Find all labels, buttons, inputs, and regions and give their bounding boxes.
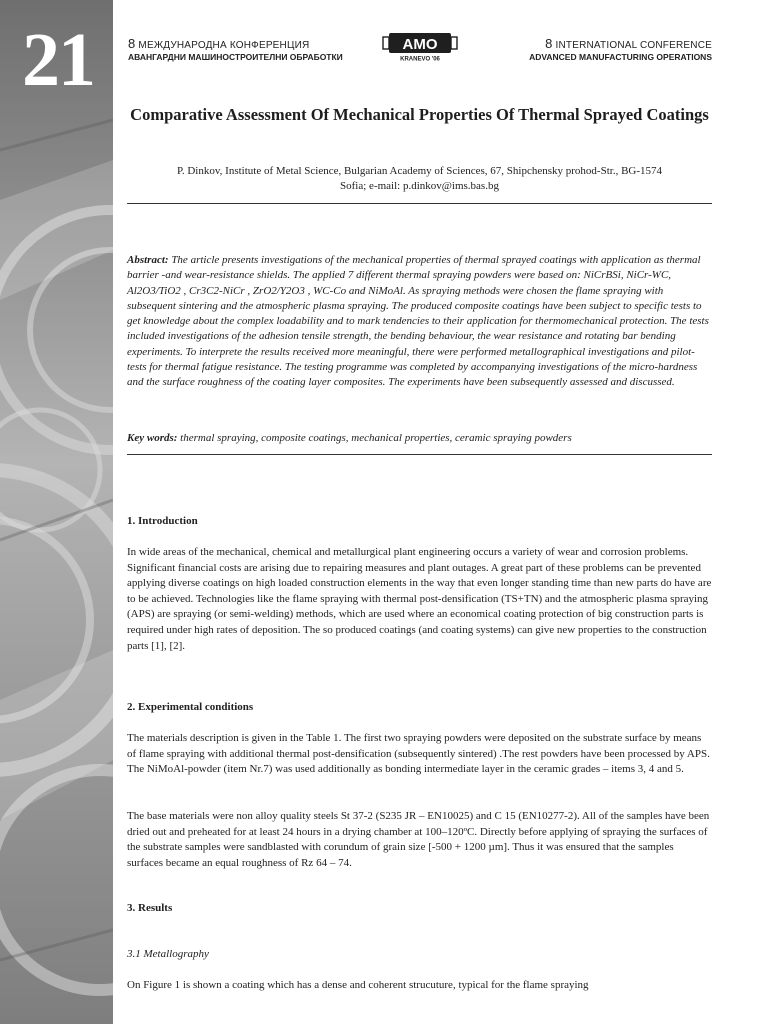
abstract-label: Abstract:: [127, 254, 169, 266]
gear-pattern-graphic: [0, 0, 113, 1024]
header-conference-bg: [128, 36, 343, 62]
conference-subtitle-en: ADVANCED MANUFACTURING OPERATIONS: [529, 52, 712, 62]
author-contact: Sofia; e-mail: p.dinkov@ims.bas.bg: [340, 180, 499, 192]
logo-text: АМО: [402, 36, 438, 53]
experimental-paragraph-2: The base materials were non alloy quality steels St 37-2 (S235 JR – EN10025) and C 15 (EN10277-2). All of the samples have been dried out and preheated for at least 24 hours in a drying chamber at 100–120ºC. Directly before applying of spraying the surfaces of the substrate samples were sandblasted with corundum of grain size [-500 + 1200 µm]. Thus it was ensured that the samples surfaces became an equal roughness of Rz 64 – 74.: [127, 810, 710, 869]
conference-number-bg: 8: [128, 36, 136, 51]
paper-title: Comparative Assessment Of Mechanical Properties Of Thermal Sprayed Coatings: [130, 105, 709, 124]
authors-block: [127, 164, 712, 194]
abstract-divider: [127, 454, 712, 455]
decorative-side-band: [0, 0, 113, 1024]
logo-subtext: KRANEVO '06: [400, 56, 440, 62]
metallography-paragraph: On Figure 1 is shown a coating which has a dense and coherent strucuture, typical for the flame spraying: [127, 979, 589, 991]
abstract-text: The article presents investigations of the mechanical properties of thermal sprayed coatings with application as thermal barrier -and wear-resistance shields. The applied 7 different thermal spraying powders were based on: NiCrBSi, NiCr-WC, Al2O3/TiO2 , Cr3C2-NiCr , ZrO2/Y2O3 , WC-Co and NiMoAl. As spraying methods were chosen the flame spraying with subsequent sintering and the atmospheric plasma spraying. The produced composite coatings have been subject to specific tests to get knowledge about the complex loadability and to mark tendencies to their application for thermomechanical protection. The tests included investigations of the adhesion tensile strength, the bending behaviour, the wear resistance and rotating bar bending experiments. To interprete the results received more meaningful, there were performed metallographical investigations and pilot-tests for thermal fatigue resistance. The testing programme was completed by accompanying investigations of the micro-hardness and the surface roughness of the coating layer composites. The experiments have been subsequently assessed and discussed.: [127, 254, 709, 389]
author-affiliation: P. Dinkov, Institute of Metal Science, Bulgarian Academy of Sciences, 67, Shipchensky prohod-Str., BG-1574: [176, 165, 663, 177]
section-heading-experimental: 2. Experimental conditions: [127, 701, 254, 713]
introduction-paragraph: In wide areas of the mechanical, chemical and metallurgical plant engineering occurs a variety of wear and corrosion problems. Significant financial costs are arising due to repairing measures and plant outages. A great part of these problems can be prevented applying diverse coatings on high loaded construction elements in the way that even longer standing time than new parts do have are to be achieved. Technologies like the flame spraying with thermal post-densification (TS+TN) and the atmospheric plasma spraying (APS) are spraying (or semi-welding) methods, which are used where an economical coating protection of big construction parts is required under high rates of deposition. The so produced coatings (and coating systems) can give new properties to the construction parts [1], [2].: [127, 546, 712, 652]
keywords: [127, 432, 712, 444]
page-number: 21: [22, 18, 94, 102]
amo-logo: [381, 30, 459, 62]
abstract: [127, 253, 712, 391]
conference-name-en: INTERNATIONAL CONFERENCE: [552, 40, 712, 51]
conference-subtitle-bg: АВАНГАРДНИ МАШИНОСТРОИТЕЛНИ ОБРАБОТКИ: [128, 52, 343, 62]
title-divider: [127, 203, 712, 204]
keywords-text: thermal spraying, composite coatings, mechanical properties, ceramic spraying powders: [177, 432, 572, 444]
section-heading-results: 3. Results: [127, 902, 173, 914]
keywords-label: Key words:: [127, 432, 178, 444]
conference-number-en: 8: [545, 36, 553, 51]
section-heading-introduction: 1. Introduction: [127, 515, 198, 527]
subsection-heading-metallography: 3.1 Metallography: [127, 948, 209, 960]
conference-name-bg: МЕЖДУНАРОДНА КОНФЕРЕНЦИЯ: [135, 40, 310, 51]
header-conference-en: [529, 36, 712, 62]
experimental-paragraph-1: The materials description is given in the Table 1. The first two spraying powders were deposited on the substrate surface by means of flame spraying with additional thermal post-densification (subsequently sintered) .The rest powders have been processed by APS. The NiMoAl-powder (item Nr.7) was used additionally as bonding intermediate layer in the ceramic grades – items 3, 4 and 5.: [127, 732, 710, 776]
